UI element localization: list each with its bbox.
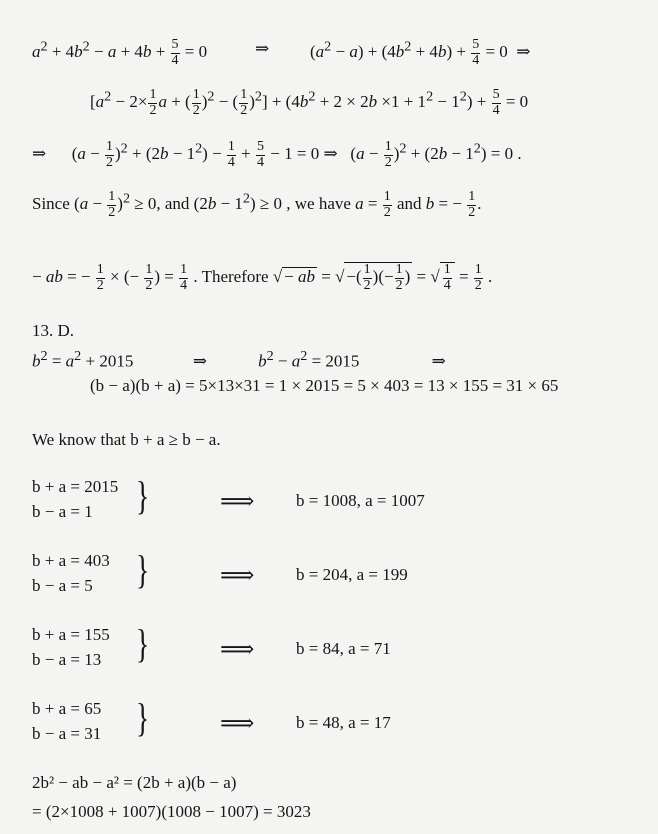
equation-line-4: Since (a − $\frac{1}{2}$ )$^2$ ≥ 0, and $(2b - 1^2) \ge 0$ , we have a = $\frac{1}{2}$ and b = − $\frac{1}{2}$ . xyxy=(32,189,482,220)
equation-line-1: $a^2 + 4b^2 - a + 4b$ + $\frac{5}{4}$ = 0 xyxy=(32,37,208,68)
equation-line-2: [$a^2 - 2\times$ $\frac{1}{2}$ a + ( $\frac{1}{2}$ )$^2$ − ( $\frac{1}{2}$ )$^2] + (4b^2 + 2 \times 2b \times 1 + 1^2 - 1^2)$ + $\frac{5}{4}$ = 0 xyxy=(90,87,529,118)
case-result: b = 84, a = 71 xyxy=(296,639,391,658)
case-result: b = 48, a = 17 xyxy=(296,713,391,732)
brace-icon: } xyxy=(135,621,150,666)
arrow-icon: ⟹ xyxy=(220,489,255,515)
arrow-icon: ⟹ xyxy=(220,563,255,589)
equation-line-3: ⇒ (a − $\frac{1}{2}$ )$^2 + (2b - 1^2)$ − $\frac{1}{4}$ + $\frac{5}{4}$ − 1 = 0 ⇒ (a − $\frac{1}{2}$ )$^2 + (2b - 1^2) = 0$ . xyxy=(32,139,522,170)
arrow-icon: ⟹ xyxy=(220,711,255,737)
equation-line-11: = (2×1008 + 1007)(1008 − 1007) = 3023 xyxy=(32,802,311,821)
case-eq1: b + a = 403 xyxy=(32,551,110,570)
equation-line-10: 2b² − ab − a² = (2b + a)(b − a) xyxy=(32,773,237,792)
case-result: b = 1008, a = 1007 xyxy=(296,491,425,510)
equation-line-8: (b − a)(b + a) = 5×13×31 = 1 × 2015 = 5 × 403 = 13 × 155 = 31 × 65 xyxy=(90,376,559,395)
equation-line-9: We know that b + a ≥ b − a. xyxy=(32,430,221,449)
case-eq1: b + a = 155 xyxy=(32,625,110,644)
arrow-icon: ⟹ xyxy=(220,637,255,663)
equation-line-5: − ab = − $\frac{1}{2}$ × (− $\frac{1}{2}$ ) = $\frac{1}{4}$ . Therefore √ − ab = √ −( $\frac{1}{2}$ )(− $\frac{1}{2}$ ) = √ $\frac{1}{4}$ = $\frac{1}{2}$ . xyxy=(32,262,493,293)
case-eq2: b − a = 5 xyxy=(32,576,93,595)
case-result: b = 204, a = 199 xyxy=(296,565,408,584)
implies-arrow: ⇒ xyxy=(255,39,270,58)
case-eq1: b + a = 65 xyxy=(32,699,102,718)
equation-line-1b: $(a^2 - a) + (4b^2 + 4b)$ + $\frac{5}{4}$ = 0 ⇒ xyxy=(310,37,531,68)
brace-icon: } xyxy=(135,695,150,740)
case-eq2: b − a = 13 xyxy=(32,650,102,669)
brace-icon: } xyxy=(135,547,150,592)
answer-label: 13. D. xyxy=(32,321,75,340)
brace-icon: } xyxy=(135,473,150,518)
equation-line-7: $b^2 = a^2 + 2015$ ⇒ $b^2 - a^2 = 2015$ ⇒ xyxy=(32,348,446,371)
case-eq2: b − a = 1 xyxy=(32,502,93,521)
case-eq1: b + a = 2015 xyxy=(32,477,119,496)
case-eq2: b − a = 31 xyxy=(32,724,102,743)
